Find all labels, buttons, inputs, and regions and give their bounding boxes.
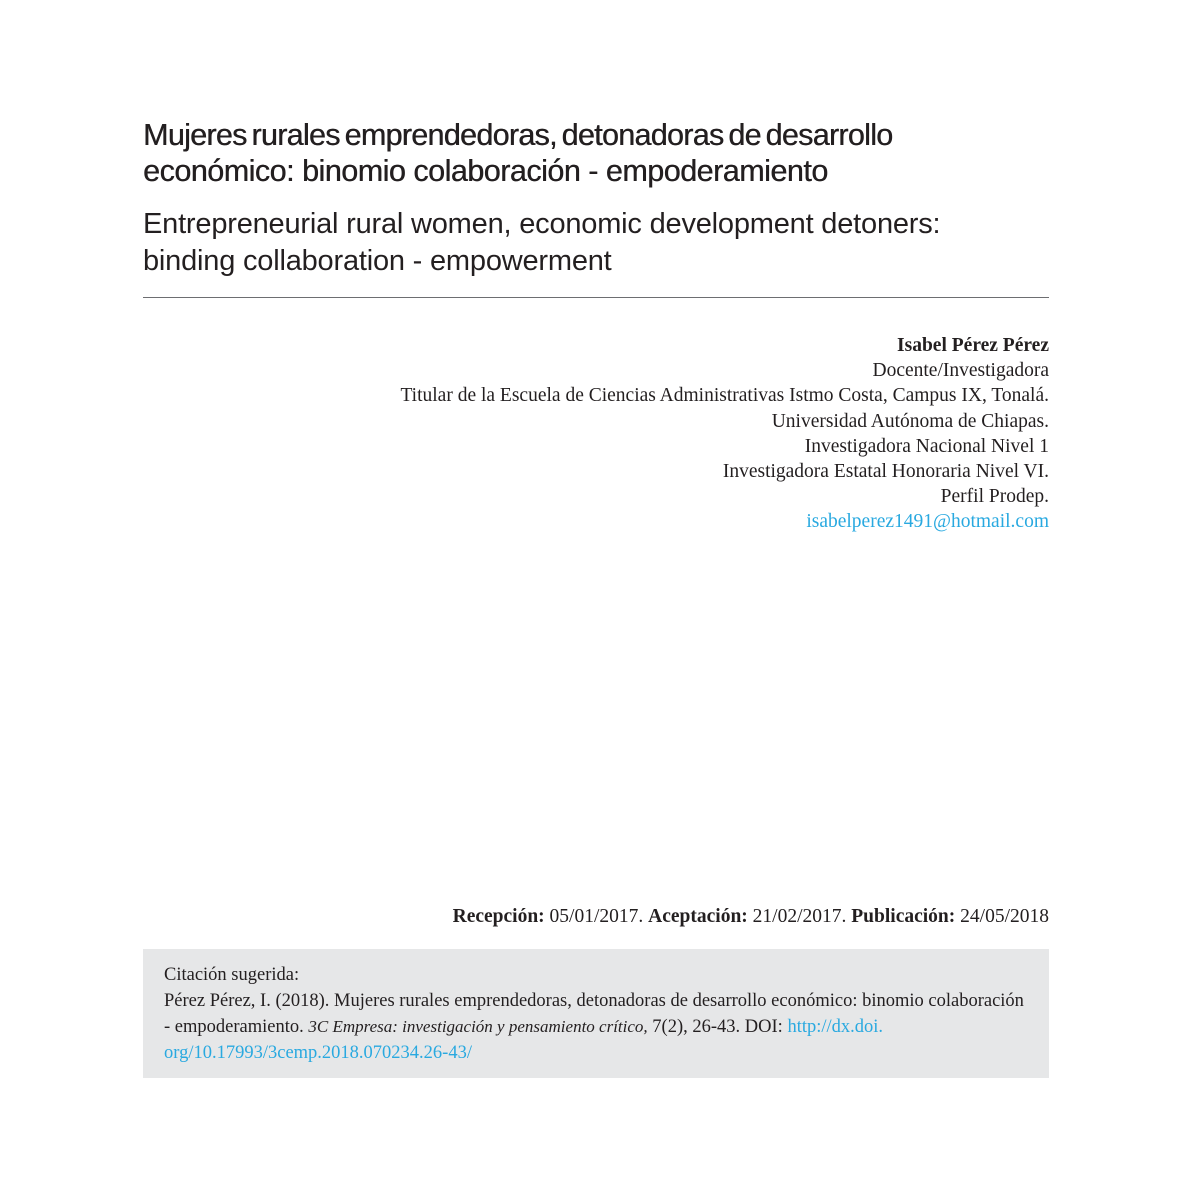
title-english [143,206,1049,280]
author-school: Titular de la Escuela de Ciencias Administrativas Istmo Costa, Campus IX, Tonalá. [400,385,1049,407]
suggested-citation-box [143,949,1049,1078]
publication-dates [143,904,1049,930]
author-university: Universidad Autónoma de Chiapas. [771,410,1049,432]
acceptance-date: 21/02/2017. [752,906,847,927]
title-spanish-line-1: Mujeres rurales emprendedoras, detonadoras de desarrollo [143,118,893,152]
citation-doi-link-part-1[interactable]: http://dx.doi. [787,1017,884,1037]
title-divider [143,297,1049,298]
title-spanish-line-2: económico: binomio colaboración - empoderamiento [143,154,828,188]
title-english-line-1: Entrepreneurial rural women, economic development detoners: [143,208,941,240]
citation-authors-title: Pérez Pérez, I. (2018). Mujeres rurales emprendedoras, detonadoras de desarrollo económico: binomio colaboración - empoderamiento. [164,990,1024,1037]
citation-volume-pages: 7(2), 26-43. DOI: [652,1017,783,1037]
author-name: Isabel Pérez Pérez [897,335,1049,356]
citation-text [164,989,1027,1067]
author-role: Docente/Investigadora [872,360,1049,382]
author-state-level: Investigadora Estatal Honoraria Nivel VI. [722,461,1049,483]
reception-label: Recepción: [452,906,545,927]
title-english-line-2: binding collaboration - empowerment [143,245,612,277]
citation-doi-link-part-2[interactable]: org/10.17993/3cemp.2018.070234.26-43/ [164,1042,472,1063]
publication-label: Publicación: [851,906,956,927]
author-profile: Perfil Prodep. [940,486,1049,508]
reception-date: 05/01/2017. [549,906,644,927]
author-email-link[interactable]: isabelperez1491@hotmail.com [806,511,1049,533]
citation-label: Citación sugerida: [164,965,300,985]
article-first-page [143,0,1049,1191]
author-national-level: Investigadora Nacional Nivel 1 [804,435,1049,457]
title-spanish [143,117,1049,189]
publication-date: 24/05/2018 [960,906,1049,927]
author-affiliation [143,333,1049,535]
citation-journal: 3C Empresa: investigación y pensamiento crítico, [308,1017,648,1036]
acceptance-label: Aceptación: [648,906,748,927]
